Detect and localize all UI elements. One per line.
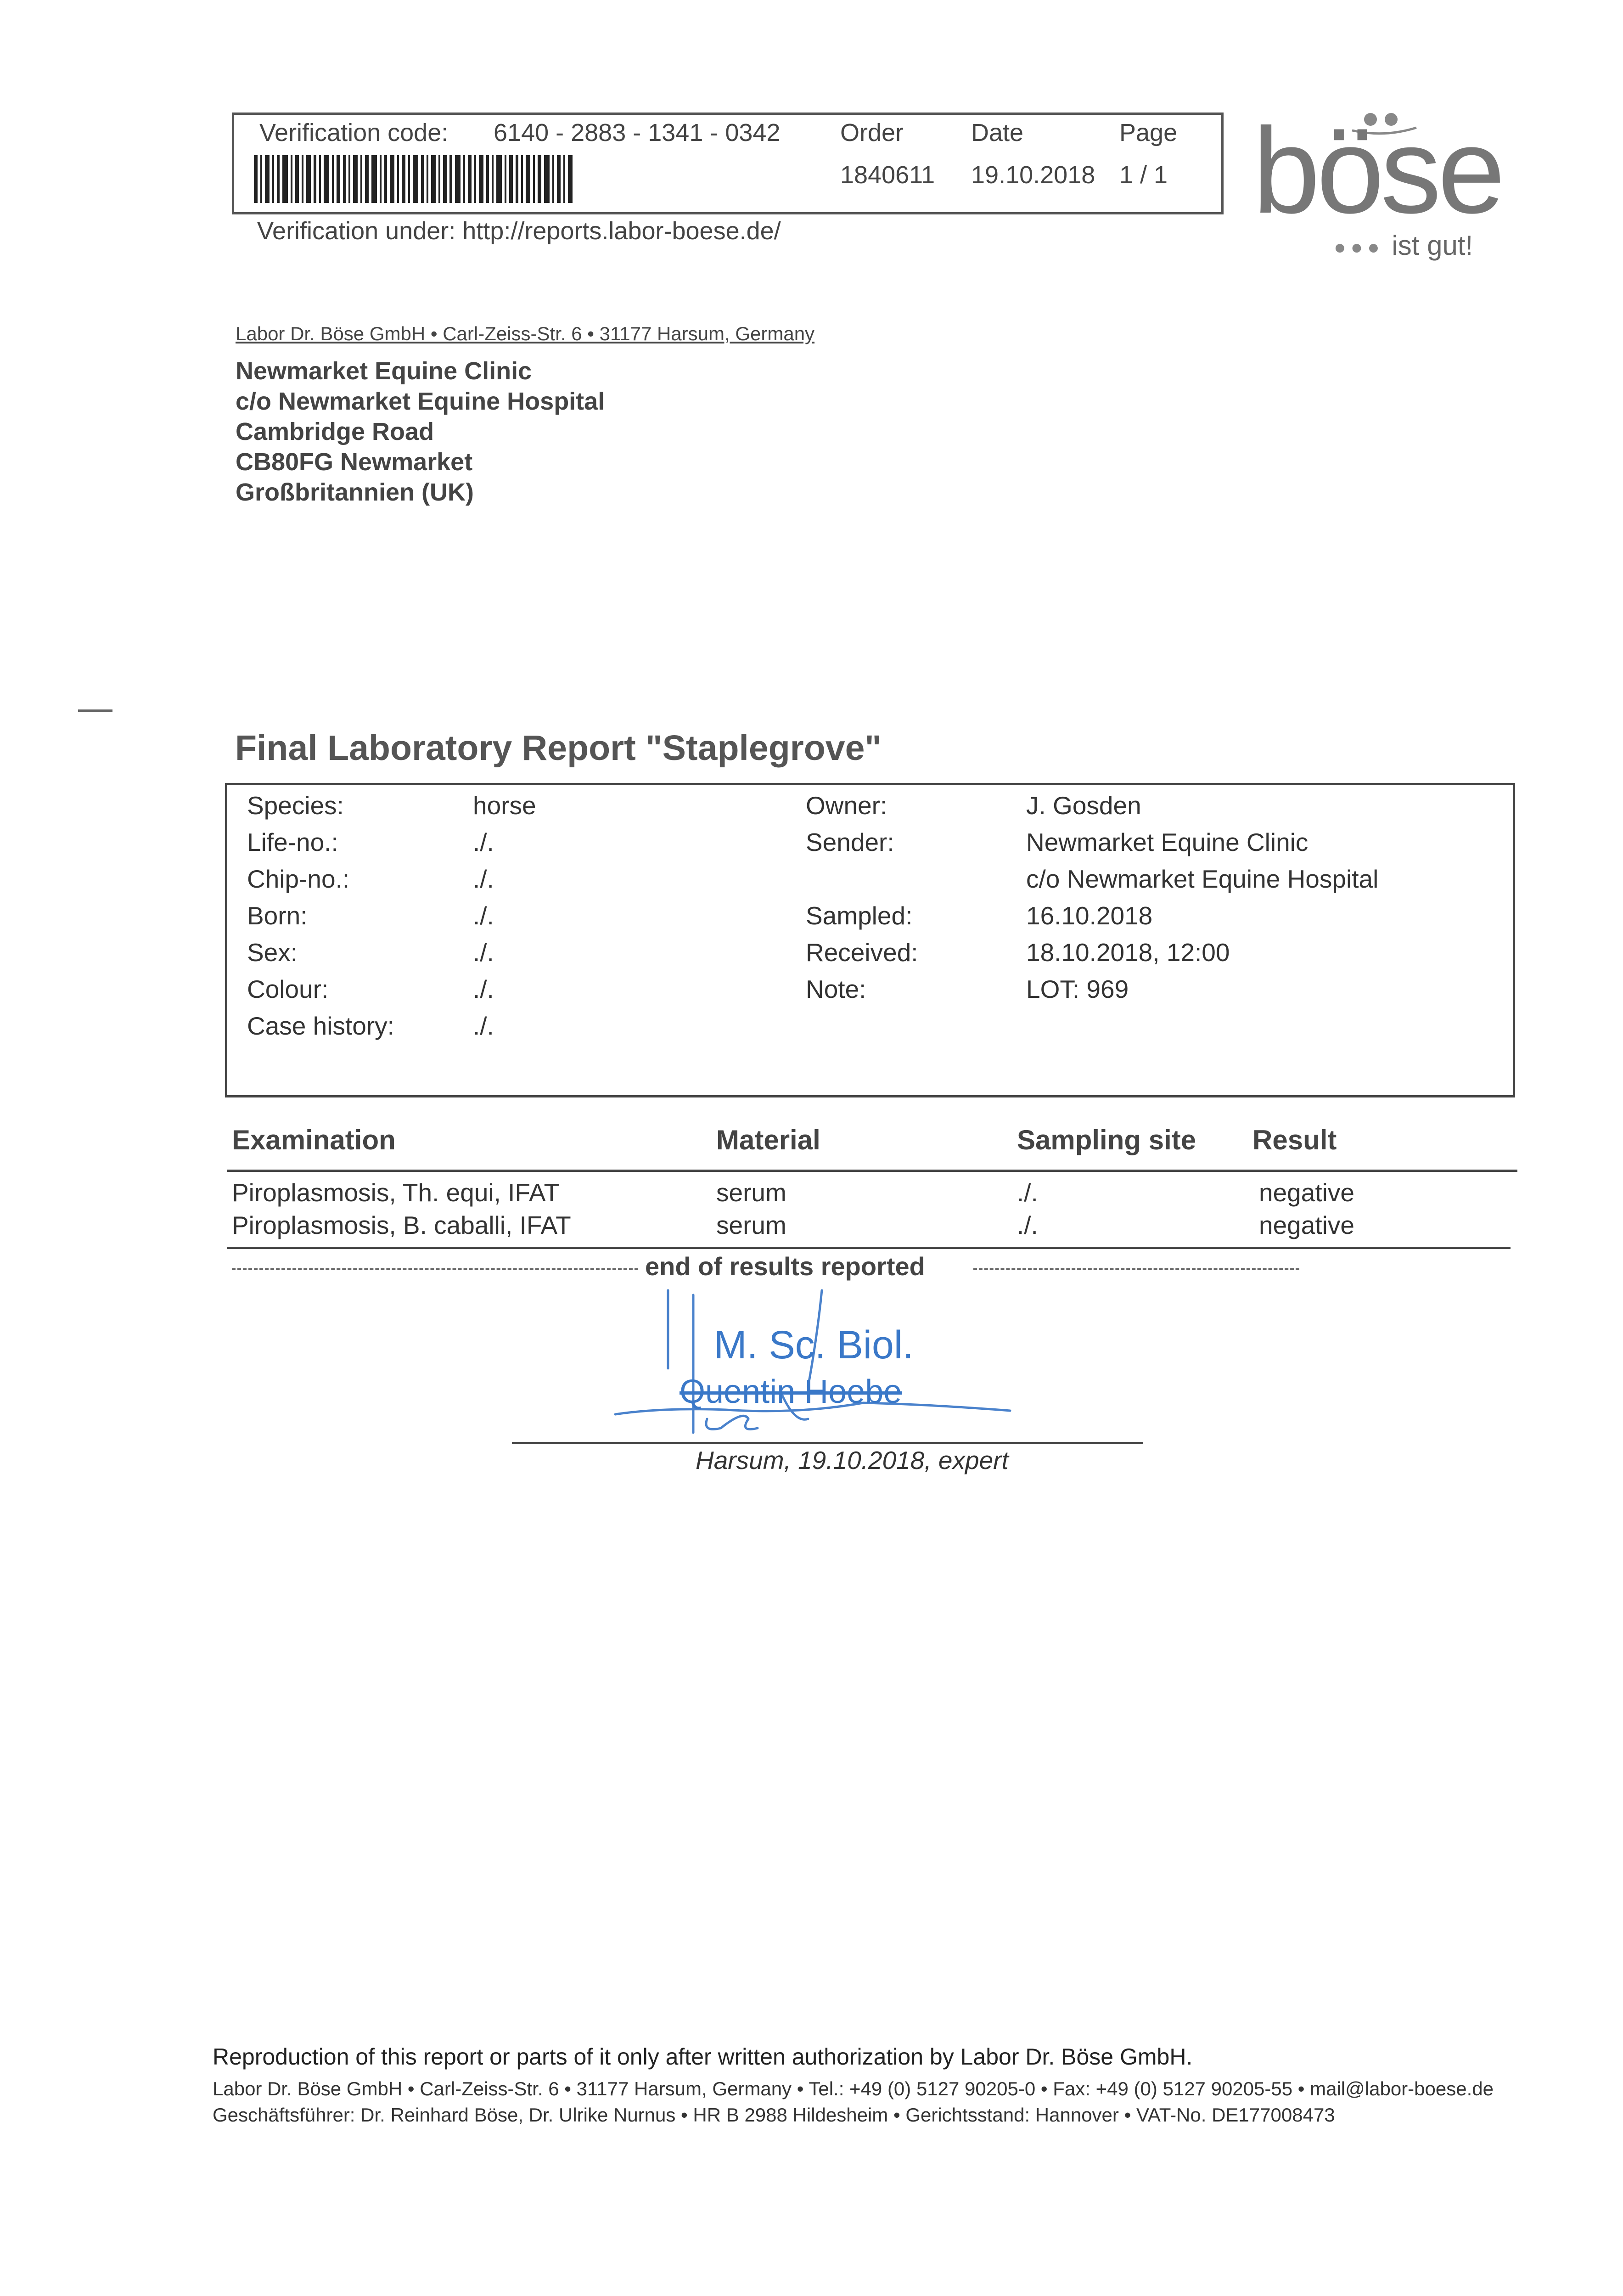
logo-tagline: [1334, 230, 1473, 261]
info-value: c/o Newmarket Equine Hospital: [1026, 865, 1379, 893]
order-label: Order: [840, 119, 904, 146]
info-value: ./.: [473, 828, 494, 856]
recipient-line: Newmarket Equine Clinic: [236, 357, 532, 385]
dots-icon: ●●●: [1334, 236, 1384, 259]
signature-line: [512, 1442, 1143, 1444]
info-value: horse: [473, 791, 536, 820]
page-label: Page: [1119, 119, 1178, 146]
table-cell-material: serum: [716, 1178, 786, 1207]
signature-title-stamp: M. Sc. Biol.: [714, 1323, 914, 1367]
info-label: Colour:: [247, 975, 329, 1003]
column-header-material: Material: [716, 1125, 820, 1155]
info-label: Sender:: [806, 828, 894, 856]
order-value: 1840611: [840, 161, 935, 189]
end-divider-left: [232, 1268, 638, 1270]
recipient-address: [236, 356, 605, 507]
verification-url: Verification under: http://reports.labor-boese.de/: [257, 217, 781, 245]
footer-reproduction-notice: Reproduction of this report or parts of it only after written authorization by Labor Dr. Böse GmbH.: [213, 2044, 1193, 2070]
column-header-result: Result: [1252, 1125, 1337, 1155]
signature-caption: Harsum, 19.10.2018, expert: [696, 1446, 1009, 1474]
column-header-sampling-site: Sampling site: [1017, 1125, 1196, 1155]
info-label: Born:: [247, 901, 308, 930]
verification-code-label: Verification code:: [259, 119, 449, 146]
table-cell-examination: Piroplasmosis, B. caballi, IFAT: [232, 1211, 571, 1239]
info-label: Sex:: [247, 938, 298, 967]
table-bottom-divider: [227, 1247, 1511, 1249]
info-label: Note:: [806, 975, 866, 1003]
table-cell-result: negative: [1259, 1211, 1354, 1239]
recipient-line: CB80FG Newmarket: [236, 448, 473, 476]
info-label: Owner:: [806, 791, 887, 820]
page-value: 1 / 1: [1119, 161, 1168, 189]
info-value: ./.: [473, 938, 494, 967]
info-value: J. Gosden: [1026, 791, 1141, 820]
fold-mark: [78, 709, 112, 712]
date-label: Date: [971, 119, 1024, 146]
info-value: Newmarket Equine Clinic: [1026, 828, 1309, 856]
date-value: 19.10.2018: [971, 161, 1095, 189]
barcode-image: [254, 155, 575, 203]
column-header-examination: Examination: [232, 1125, 396, 1155]
sender-address-line: Labor Dr. Böse GmbH • Carl-Zeiss-Str. 6 • 31177 Harsum, Germany: [236, 323, 815, 344]
info-value: ./.: [473, 865, 494, 893]
footer-contact-line: Labor Dr. Böse GmbH • Carl-Zeiss-Str. 6 • 31177 Harsum, Germany • Tel.: +49 (0) 5127 90205-0 • Fax: +49 (0) 5127 90205-55 • mail@labor-boese.de: [213, 2078, 1494, 2099]
table-cell-sampling-site: ./.: [1017, 1178, 1038, 1207]
info-label: Sampled:: [806, 901, 913, 930]
recipient-line: c/o Newmarket Equine Hospital: [236, 388, 605, 415]
report-title: Final Laboratory Report "Staplegrove": [235, 728, 882, 768]
info-label: Species:: [247, 791, 344, 820]
info-value: ./.: [473, 1012, 494, 1040]
table-cell-result: negative: [1259, 1178, 1354, 1207]
table-cell-examination: Piroplasmosis, Th. equi, IFAT: [232, 1178, 560, 1207]
end-divider-right: [973, 1268, 1299, 1270]
table-cell-sampling-site: ./.: [1017, 1211, 1038, 1239]
footer-legal-line: Geschäftsführer: Dr. Reinhard Böse, Dr. Ulrike Nurnus • HR B 2988 Hildesheim • Gerichtsstand: Hannover • VAT-No. DE177008473: [213, 2104, 1335, 2126]
company-logo: böse: [1252, 103, 1502, 239]
info-value: LOT: 969: [1026, 975, 1129, 1003]
table-cell-material: serum: [716, 1211, 786, 1239]
logo-tagline-text: ist gut!: [1392, 230, 1473, 261]
info-value: ./.: [473, 901, 494, 930]
info-value: 18.10.2018, 12:00: [1026, 938, 1230, 967]
info-value: ./.: [473, 975, 494, 1003]
signature-name-stamp: Quentin Hoebe: [680, 1373, 902, 1410]
recipient-line: Großbritannien (UK): [236, 478, 474, 506]
info-value: 16.10.2018: [1026, 901, 1153, 930]
info-label: Chip-no.:: [247, 865, 350, 893]
info-label: Life-no.:: [247, 828, 338, 856]
verification-code: 6140 - 2883 - 1341 - 0342: [494, 119, 781, 146]
info-label: Case history:: [247, 1012, 394, 1040]
table-header-divider: [227, 1170, 1517, 1172]
end-of-results-label: end of results reported: [645, 1252, 925, 1281]
info-label: Received:: [806, 938, 918, 967]
recipient-line: Cambridge Road: [236, 418, 434, 445]
